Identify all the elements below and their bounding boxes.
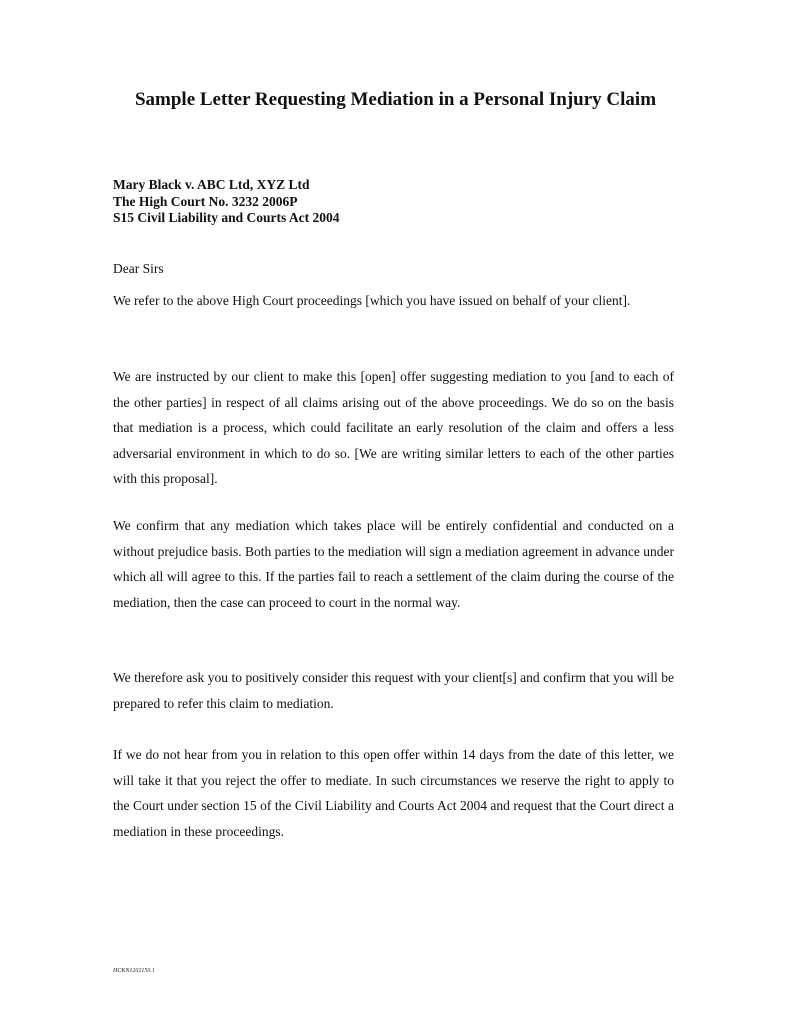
salutation: Dear Sirs [113,261,164,276]
case-reference-block [113,177,340,227]
paragraph-confidentiality: We confirm that any mediation which takes place will be entirely confidential and conducted on a without prejudice basis. Both parties to the mediation will sign a mediation agreement in advance under which all will agree to this. If the parties fail to reach a settlement of the claim during the course of the mediation, then the case can proceed to court in the normal way. [113,518,674,610]
paragraph-proceedings-reference: We refer to the above High Court proceedings [which you have issued on behalf of your client]. [113,293,631,308]
document-reference-code: HCKN1202150.1 [113,968,155,974]
paragraph-mediation-offer: We are instructed by our client to make this [open] offer suggesting mediation to you [and to each of the other parties] in respect of all claims arising out of the above proceedings. We do so on the basis that mediation is a process, which could facilitate an early resolution of the claim and offers a less adversarial environment in which to do so. [We are writing similar letters to each of the other parties with this proposal]. [113,369,674,487]
document-title: Sample Letter Requesting Mediation in a Personal Injury Claim [134,89,657,110]
statute-reference: S15 Civil Liability and Courts Act 2004 [113,210,340,225]
case-parties: Mary Black v. ABC Ltd, XYZ Ltd [113,177,310,192]
court-record-number: The High Court No. 3232 2006P [113,193,298,209]
paragraph-deadline: If we do not hear from you in relation to this open offer within 14 days from the date of this letter, we will take it that you reject the offer to mediate. In such circumstances we reserve the right to apply to the Court under section 15 of the Civil Liability and Courts Act 2004 and request that the Court direct a mediation in these proceedings. [113,747,674,839]
paragraph-request: We therefore ask you to positively consider this request with your client[s] and confirm that you will be prepared to refer this claim to mediation. [113,670,674,711]
